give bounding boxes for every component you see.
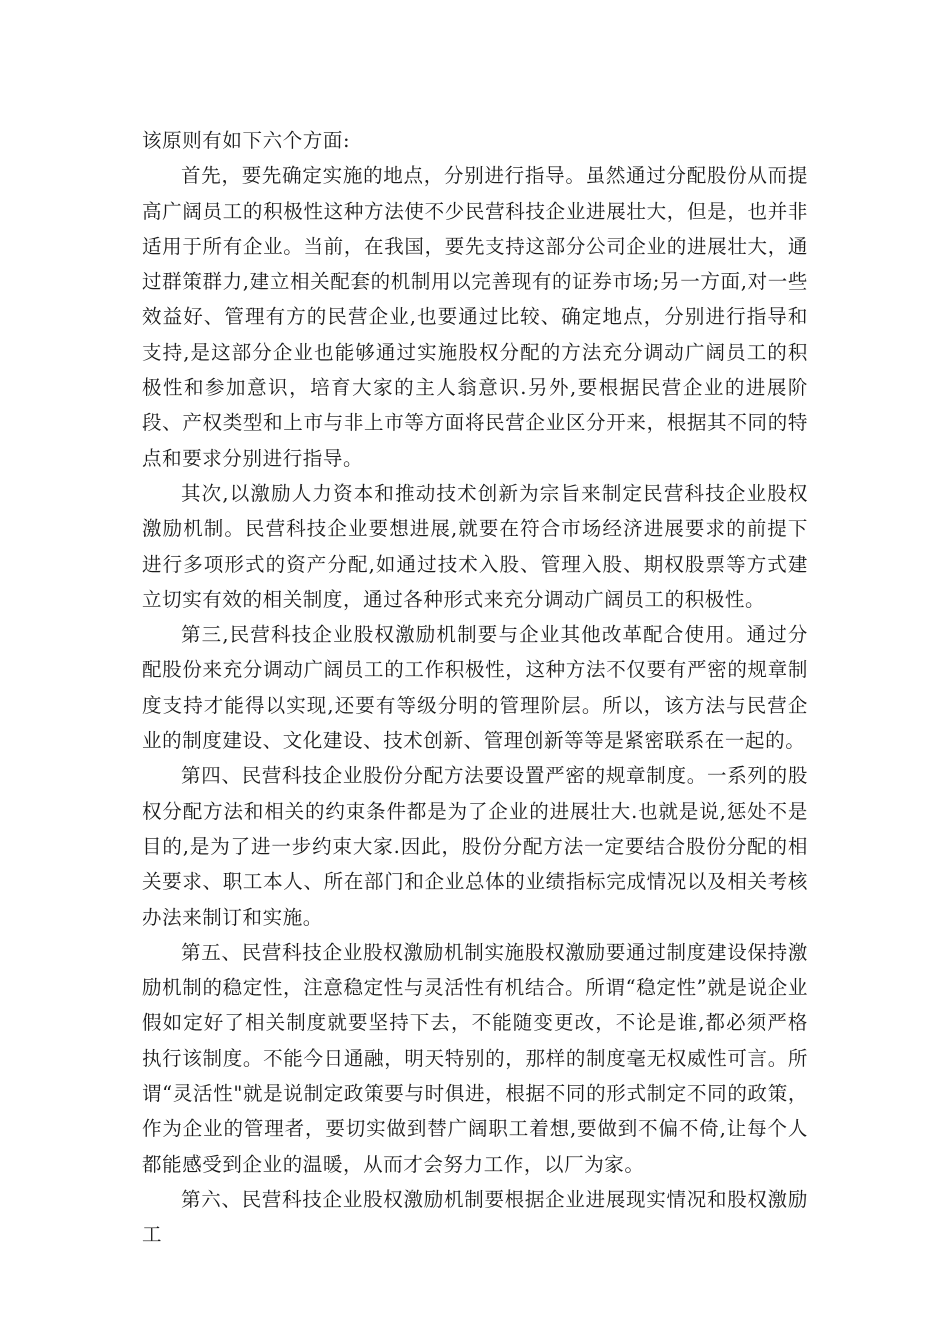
paragraph-third: 第三,民营科技企业股权激励机制要与企业其他改革配合使用。通过分配股份来充分调动广阔员工的工作积极性，这种方法不仅要有严密的规章制度支持才能得以实现,还要有等级分明的管理阶层。所以，该方法与民营企业的制度建设、文化建设、技术创新、管理创新等等是紧密联系在一起的。 <box>142 623 808 753</box>
intro-paragraph: 该原则有如下六个方面: <box>142 129 351 152</box>
document-body <box>142 123 808 1253</box>
paragraph-first: 首先，要先确定实施的地点，分别进行指导。虽然通过分配股份从而提高广阔员工的积极性这种方法使不少民营科技企业进展壮大，但是，也并非适用于所有企业。当前，在我国，要先支持这部分公司企业的进展壮大，通过群策群力,建立相关配套的机制用以完善现有的证券市场;另一方面,对一些效益好、管理有方的民营企业,也要通过比较、确定地点，分别进行指导和支持,是这部分企业也能够通过实施股权分配的方法充分调动广阔员工的积极性和参加意识，培育大家的主人翁意识.另外,要根据民营企业的进展阶段、产权类型和上市与非上市等方面将民营企业区分开来，根据其不同的特点和要求分别进行指导。 <box>142 164 808 470</box>
paragraph-fourth: 第四、民营科技企业股份分配方法要设置严密的规章制度。一系列的股权分配方法和相关的约束条件都是为了企业的进展壮大.也就是说,惩处不是目的,是为了进一步约束大家.因此，股份分配方法一定要结合股份分配的相关要求、职工本人、所在部门和企业总体的业绩指标完成情况以及相关考核办法来制订和实施。 <box>142 764 808 929</box>
paragraph-second: 其次,以激励人力资本和推动技术创新为宗旨来制定民营科技企业股权激励机制。民营科技企业要想进展,就要在符合市场经济进展要求的前提下进行多项形式的资产分配,如通过技术入股、管理入股、期权股票等方式建立切实有效的相关制度，通过各种形式来充分调动广阔员工的积极性。 <box>142 481 808 611</box>
paragraph-sixth: 第六、民营科技企业股权激励机制要根据企业进展现实情况和股权激励工 <box>142 1187 808 1247</box>
paragraph-fifth: 第五、民营科技企业股权激励机制实施股权激励要通过制度建设保持激励机制的稳定性，注意稳定性与灵活性有机结合。所谓“稳定性”就是说企业假如定好了相关制度就要坚持下去，不能随变更改，不论是谁,都必须严格执行该制度。不能今日通融，明天特别的，那样的制度毫无权威性可言。所谓“灵活性"就是说制定政策要与时俱进，根据不同的形式制定不同的政策，作为企业的管理者，要切实做到替广阔职工着想,要做到不偏不倚,让每个人都能感受到企业的温暖，从而才会努力工作，以厂为家。 <box>142 940 808 1176</box>
